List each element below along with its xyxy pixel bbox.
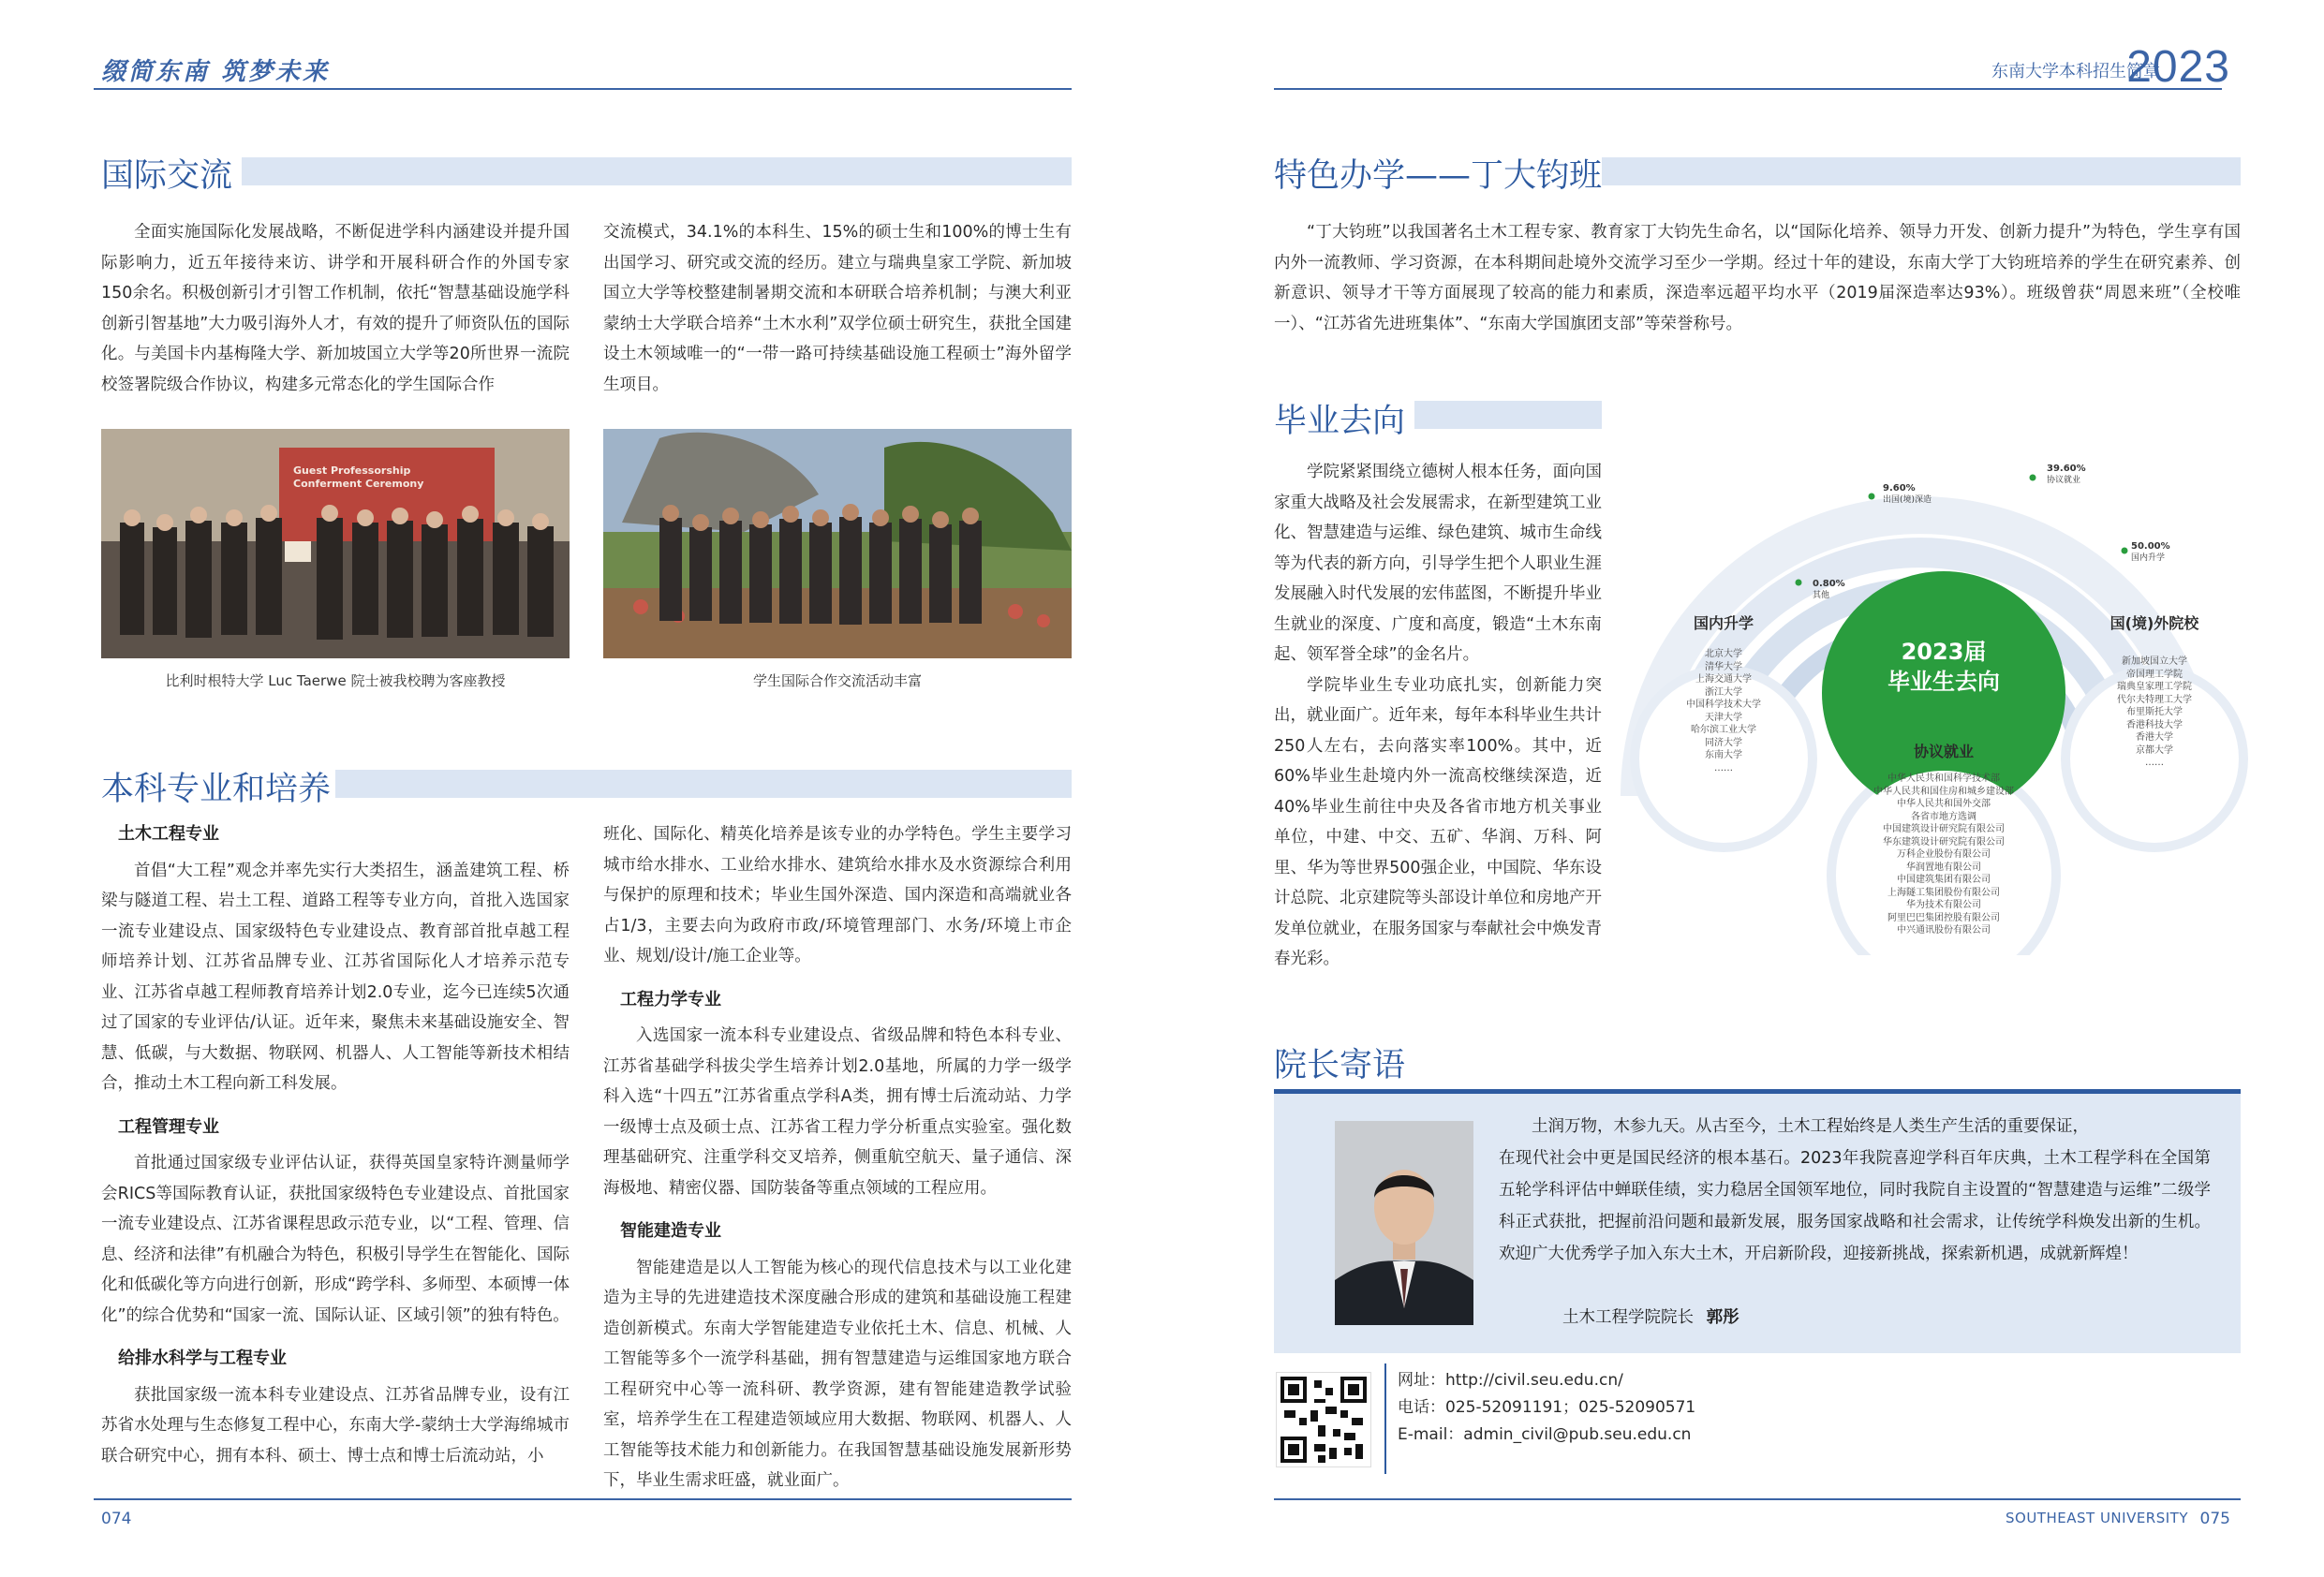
- contact-phone: 电话：025-52091191；025-52090571: [1398, 1398, 1696, 1417]
- header-rule-left: [94, 88, 1072, 90]
- arc-label: [1813, 579, 1845, 601]
- majors-col2: [603, 819, 1072, 1496]
- domestic-item: 北京大学: [1705, 649, 1742, 659]
- employ-item: 各省市地方选调: [1911, 811, 1976, 822]
- footer-university: SOUTHEAST UNIVERSITY: [2006, 1510, 2188, 1526]
- footer-rule-right: [1274, 1498, 2241, 1500]
- abroad-item: 京都大学: [2136, 744, 2173, 756]
- major-water-text: 获批国家级一流本科专业建设点、江苏省品牌专业，设有江苏省水处理与生态修复工程中心，东南大学-蒙纳士大学海绵城市联合研究中心，拥有本科、硕士、博士点和博士后流动站，小: [101, 1385, 570, 1466]
- abroad-item: ……: [2145, 758, 2164, 768]
- abroad-item: 帝国理工学院: [2126, 669, 2183, 680]
- arc-label: [1883, 483, 1932, 506]
- intl-col2: 交流模式，34.1%的本科生、15%的硕士生和100%的博士生有出国学习、研究或交流的经历。建立与瑞典皇家工学院、新加坡国立大学等校整建制暑期交流和本研联合培养机制；与澳大利亚蒙纳士大学联合培养“土木水利”双学位硕士研究生，获批全国建设土木领域唯一的“一带一路可持续基础设施工程硕士”海外留学生项目。: [603, 223, 1072, 394]
- domestic-item: ……: [1714, 762, 1733, 774]
- graduation-p1: 学院紧紧围绕立德树人根本任务，面向国家重大战略及社会发展需求，在新型建筑工业化、智慧建造与运维、绿色建筑、城市生命线等为代表的新方向，引导学生把个人职业生涯发展融入时代发展的宏伟蓝图，不断提升毕业生就业的深度、广度和高度，锻造“土木东南起、领军誉全球”的金名片。: [1274, 463, 1602, 664]
- center-label: 毕业生去向: [1887, 669, 2000, 695]
- employ-item: 华东建筑设计研究院有限公司: [1883, 836, 2005, 847]
- majors-col1: [101, 819, 570, 1471]
- employ-item: 华润置地有限公司: [1906, 862, 1981, 873]
- section-title-special: 特色办学——丁大钧班: [1274, 157, 1603, 195]
- arc-label: [2131, 541, 2170, 564]
- major-smart-title: 智能建造专业: [620, 1221, 721, 1241]
- dean-photo: [1335, 1121, 1473, 1325]
- page-number-left: 074: [101, 1510, 132, 1528]
- caption-students: 学生国际合作交流活动丰富: [752, 672, 922, 689]
- qr-code-icon[interactable]: [1276, 1372, 1371, 1467]
- abroad-item: 布里斯托大学: [2126, 707, 2183, 717]
- section-title-intl: 国际交流: [101, 157, 233, 195]
- domestic-title: 国内升学: [1693, 614, 1754, 632]
- employ-item: 中华人民共和国外交部: [1897, 799, 1991, 809]
- arc-label-name: 出国(境)深造: [1883, 495, 1932, 505]
- page-number-right: 075: [2199, 1510, 2230, 1528]
- employ-item: 华为技术有限公司: [1906, 900, 1981, 910]
- center-year: 2023届: [1901, 639, 1987, 665]
- photo-students: [603, 429, 1072, 658]
- major-mgmt-text: 首批通过国家级专业评估认证，获得英国皇家特许测量师学会RICS等国际教育认证，获批国家级特色专业建设点、首批国家一流专业建设点、江苏省课程思政示范专业，以“工程、管理、信息、经济和法律”有机融合为特色，积极引导学生在智能化、国际化和低碳化等方向进行创新，形成“跨学科、多师型、本硕博一体化”的综合优势和“国家一流、国际认证、区域引领”的独有特色。: [101, 1154, 570, 1325]
- domestic-item: 东南大学: [1705, 750, 1742, 760]
- domestic-item: 哈尔滨工业大学: [1691, 725, 1756, 735]
- employ-list: [1850, 773, 2037, 937]
- domestic-list: [1658, 648, 1789, 774]
- dean-signature: [1562, 1304, 1739, 1328]
- arc-label: [2047, 464, 2086, 486]
- abroad-list: [2089, 656, 2220, 770]
- arc-label-name: 其他: [1813, 591, 1830, 600]
- contact-divider: [1384, 1363, 1386, 1474]
- abroad-item: 瑞典皇家理工学院: [2117, 682, 2192, 692]
- employ-item: 中华人民共和国科学技术部: [1887, 774, 2000, 784]
- graduation-p2: 学院毕业生专业功底扎实，创新能力突出，就业面广。近年来，每年本科毕业生共计250人左右，去向落实率100%。其中，近60%毕业生赴境内外一流高校继续深造，近40%毕业生前往中央及各省市地方机关事业单位，中建、中交、五矿、华润、万科、阿里、华为等世界500强企业，中国院、华东设计总院、北京建院等头部设计单位和房地产开发单位就业，在服务国家与奉献社会中焕发青春光彩。: [1274, 675, 1602, 968]
- graduation-text: [1274, 457, 1602, 975]
- dean-text-rest: 在现代社会中更是国民经济的根本基石。2023年我院喜迎学科百年庆典，土木工程学科在全国第五轮学科评估中蝉联佳绩，实力稳居全国领军地位，同时我院自主设置的“智慧建造与运维”二级学科正式获批，把握前沿问题和最新发展，服务国家战略和社会需求，让传统学科焕发出新的生机。欢迎广大优秀学子加入东大土木，开启新阶段，迎接新挑战，探索新机遇，成就新辉煌！: [1499, 1149, 2211, 1263]
- arc-label-pct: 39.60%: [2047, 464, 2086, 474]
- header-year: 2023: [2126, 42, 2230, 92]
- employ-item: 中兴通讯股份有限公司: [1897, 925, 1991, 936]
- employ-item: 万科企业股份有限公司: [1897, 849, 1991, 860]
- caption-ceremony: 比利时根特大学 Luc Taerwe 院士被我校聘为客座教授: [165, 672, 506, 689]
- footer-rule-left: [94, 1498, 1072, 1500]
- major-mech-title: 工程力学专业: [620, 989, 721, 1010]
- major-smart-text: 智能建造是以人工智能为核心的现代信息技术与以工业化建造为主导的先进建造技术深度融合形成的建筑和基础设施工程建造创新模式。东南大学智能建造专业依托土木、信息、机械、人工智能等多个一流学科基础，拥有智慧建造与运维国家地方联合工程研究中心等一流科研、教学资源，建有智能建造教学试验室，培养学生在工程建造领域应用大数据、物联网、机器人、人工智能等技术能力和创新能力。在我国智慧基础设施发展新形势下，毕业生需求旺盛，就业面广。: [603, 1258, 1072, 1490]
- abroad-item: 香港科技大学: [2126, 719, 2183, 730]
- dean-message: [1499, 1111, 2211, 1270]
- dean-text-line1: 土润万物，木参九天。从古至今，土木工程始终是人类生产生活的重要保证，: [1532, 1117, 2089, 1136]
- photo-banner-text: Guest Professorship Conferment Ceremony: [293, 464, 424, 490]
- abroad-title: 国(境)外院校: [2109, 614, 2199, 632]
- major-civil-title: 土木工程专业: [118, 824, 219, 844]
- domestic-item: 中国科学技术大学: [1686, 700, 1761, 710]
- employ-item: 中国建筑集团有限公司: [1897, 875, 1991, 885]
- section-bar-special: [1602, 157, 2241, 185]
- abroad-item: 代尔夫特理工大学: [2117, 694, 2192, 705]
- major-civil-text: 首倡“大工程”观念并率先实行大类招生，涵盖建筑工程、桥梁与隧道工程、岩土工程、道路工程等专业方向，首批入选国家一流专业建设点、国家级特色专业建设点、教育部首批卓越工程师培养计划、江苏省品牌专业、江苏省国际化人才培养示范专业、江苏省卓越工程师教育培养计划2.0专业，迄今已连续5次通过了国家的专业评估/认证。近年来，聚焦未来基础设施安全、智慧、低碳，与大数据、物联网、机器人、人工智能等新技术相结合，推动土木工程向新工科发展。: [101, 861, 570, 1093]
- section-bar-graduation: [1414, 401, 1602, 429]
- header-rule-right: [1274, 88, 2222, 90]
- major-mgmt-title: 工程管理专业: [118, 1116, 219, 1137]
- arc-marker-dot: [2122, 548, 2128, 554]
- header-slogan: 缀简东南 筑梦未来: [101, 58, 331, 86]
- arc-marker-dot: [1869, 494, 1875, 500]
- domestic-item: 清华大学: [1705, 661, 1742, 672]
- major-water-text2: 班化、国际化、精英化培养是该专业的办学特色。学生主要学习城市给水排水、工业给水排水、建筑给水排水及水资源综合利用与保护的原理和技术；毕业生国外深造、国内深造和高端就业各占1/3，主要去向为政府市政/环境管理部门、水务/环境上市企业、规划/设计/施工企业等。: [603, 825, 1072, 965]
- arc-label-pct: 0.80%: [1813, 579, 1845, 589]
- domestic-item: 浙江大学: [1705, 686, 1742, 698]
- arc-marker-dot: [1796, 580, 1802, 586]
- major-mech-text: 入选国家一流本科专业建设点、省级品牌和特色本科专业、江苏省基础学科拔尖学生培养计划2.0基地，所属的力学一级学科入选“十四五”江苏省重点学科A类，拥有博士后流动站、力学一级博士点及硕士点、江苏省工程力学分析重点实验室。强化数理基础研究、注重学科交叉培养，侧重航空航天、量子通信、深海极地、精密仪器、国防装备等重点领域的工程应用。: [603, 1026, 1072, 1198]
- section-title-graduation: 毕业去向: [1274, 403, 1406, 440]
- domestic-item: 同济大学: [1705, 737, 1742, 748]
- domestic-item: 上海交通大学: [1695, 674, 1752, 685]
- employ-title: 协议就业: [1913, 743, 1974, 760]
- arc-label-pct: 9.60%: [1883, 483, 1916, 494]
- major-water-title: 给排水科学与工程专业: [118, 1349, 287, 1368]
- abroad-item: 香港大学: [2136, 732, 2173, 743]
- intl-col1: 全面实施国际化发展战略，不断促进学科内涵建设并提升国际影响力，近五年接待来访、讲学和开展科研合作的外国专家150余名。积极创新引才引智工作机制，依托“智慧基础设施学科创新引智基地”大力吸引海外人才，有效的提升了师资队伍的国际化。与美国卡内基梅隆大学、新加坡国立大学等20所世界一流院校签署院级合作协议，构建多元常态化的学生国际合作: [101, 223, 570, 394]
- employ-item: 中国建筑设计研究院有限公司: [1883, 824, 2005, 834]
- arc-label-pct: 50.00%: [2131, 541, 2170, 552]
- contact-info: [1398, 1367, 1695, 1449]
- employ-item: 中华人民共和国住房和城乡建设部: [1873, 786, 2014, 797]
- arc-marker-dot: [2030, 475, 2036, 481]
- abroad-item: 新加坡国立大学: [2122, 656, 2187, 667]
- employ-item: 阿里巴巴集团控股有限公司: [1887, 912, 2000, 923]
- domestic-item: 天津大学: [1705, 712, 1742, 723]
- section-bar-majors: [335, 770, 1072, 798]
- section-title-majors: 本科专业和培养: [101, 771, 332, 808]
- contact-website[interactable]: 网址：http://civil.seu.edu.cn/: [1398, 1371, 1623, 1390]
- employ-item: 上海隧工集团股份有限公司: [1887, 887, 2000, 898]
- arc-label-name: 国内升学: [2131, 553, 2166, 563]
- photo-ceremony: [101, 429, 570, 658]
- section-title-dean: 院长寄语: [1274, 1047, 1406, 1084]
- special-text: “丁大钧班”以我国著名土木工程专家、教育家丁大钧先生命名，以“国际化培养、领导力开发、创新力提升”为特色，学生享有国内外一流教师、学习资源，在本科期间赴境外交流学习至少一学期。经过十年的建设，东南大学丁大钧班培养的学生在研究素养、创新意识、领导才干等方面展现了较高的能力和素质，深造率远超平均水平（2019届深造率达93%）。班级曾获“周恩来班”（全校唯一）、“江苏省先进班集体”、“东南大学国旗团支部”等荣誉称号。: [1274, 223, 2241, 333]
- section-bar-intl: [242, 157, 1072, 185]
- dean-name: 郭彤: [1706, 1308, 1739, 1327]
- brochure-title: 东南大学本科招生简章: [1991, 62, 2160, 81]
- dean-role: 土木工程学院院长: [1562, 1308, 1694, 1327]
- contact-email[interactable]: E-mail：admin_civil@pub.seu.edu.cn: [1398, 1425, 1692, 1444]
- arc-label-name: 协议就业: [2047, 476, 2081, 485]
- graduation-chart: [1621, 440, 2257, 955]
